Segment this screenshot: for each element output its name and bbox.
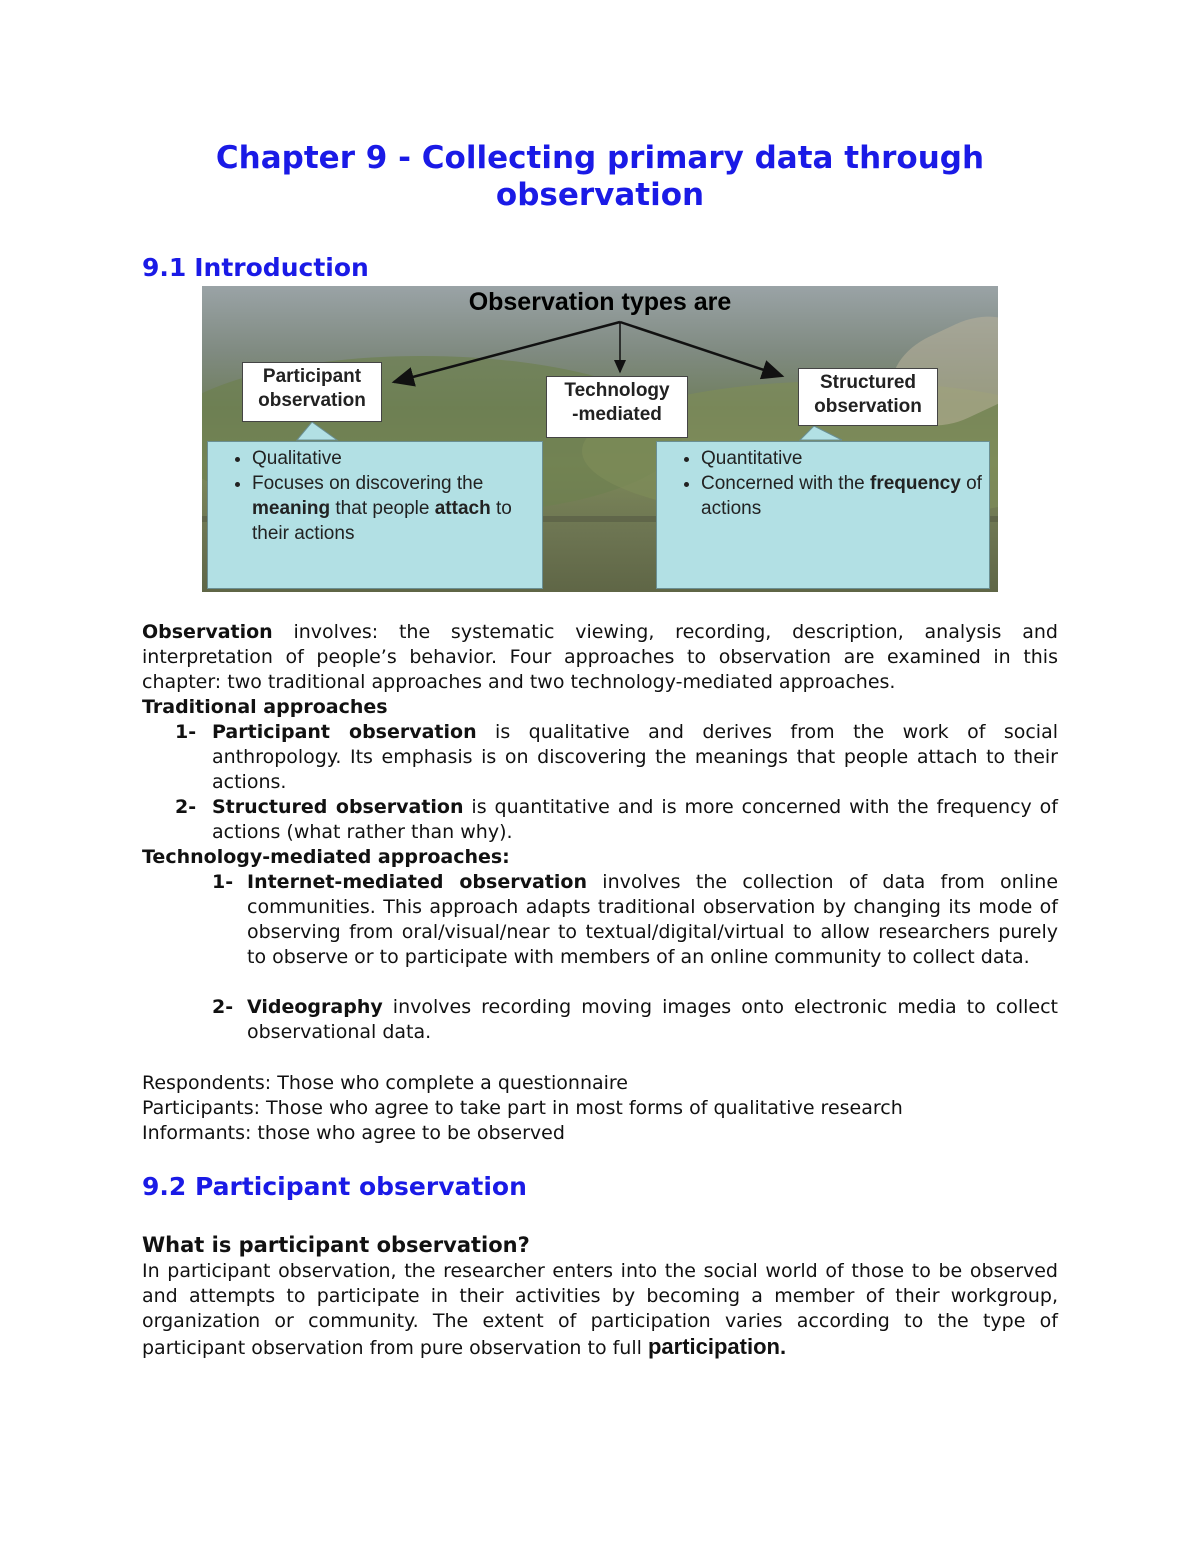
- structured-callout: [656, 441, 990, 589]
- traditional-approaches-heading: Traditional approaches: [142, 696, 388, 718]
- bullet-bold-text: frequency: [870, 473, 961, 494]
- list-term: Videography: [247, 996, 383, 1018]
- definition-participants: Participants: Those who agree to take part in most forms of qualitative research: [142, 1097, 903, 1119]
- technology-mediated-box: [546, 376, 688, 438]
- observation-types-diagram: [202, 286, 998, 592]
- chapter-title: [0, 140, 1200, 214]
- callout-bullet: [701, 446, 983, 471]
- bullet-text: Quantitative: [701, 448, 803, 469]
- bullet-text: Concerned with the: [701, 473, 870, 494]
- definition-respondents: Respondents: Those who complete a questionnaire: [142, 1072, 628, 1094]
- bullet-text: Focuses on discovering the: [252, 473, 484, 494]
- box-label-line: Participant: [262, 366, 362, 387]
- chapter-title-line2: observation: [495, 177, 705, 213]
- diagram-title: Observation types are: [468, 288, 732, 316]
- list-term: Internet-mediated observation: [247, 871, 587, 893]
- callout-bullet: [252, 446, 536, 471]
- callout-pointer-left: [297, 422, 337, 440]
- arrow-to-participant: [394, 322, 620, 382]
- participant-observation-box: [242, 362, 382, 422]
- definition-informants: Informants: those who agree to be observed: [142, 1122, 565, 1144]
- bullet-text: Qualitative: [252, 448, 342, 469]
- section-title: Introduction: [194, 253, 369, 282]
- bullet-text: that people: [330, 498, 435, 519]
- section-number: 9.1: [142, 253, 187, 282]
- participant-observation-paragraph: [142, 1259, 1058, 1361]
- section-heading-participant-observation: 9.2 Participant observation: [142, 1172, 527, 1201]
- definitions-block: [142, 1071, 1058, 1146]
- bullet-text: to their actions: [252, 498, 512, 544]
- bullet-text: of actions: [701, 473, 982, 519]
- section-heading-introduction: [142, 253, 369, 283]
- list-desc: involves recording moving images onto electronic media to collect observational data.: [247, 996, 1058, 1043]
- list-number: 1-: [175, 721, 197, 743]
- callout-bullet: [252, 471, 536, 546]
- participant-callout: [207, 441, 543, 589]
- list-number: 2-: [212, 996, 234, 1018]
- observation-paragraph: [142, 620, 1058, 695]
- chapter-title-line1: Chapter 9 - Collecting primary data through: [215, 140, 985, 176]
- box-label-line: -mediated: [572, 404, 662, 425]
- technology-mediated-heading: Technology-mediated approaches:: [142, 846, 510, 868]
- box-label-line: Structured: [819, 372, 917, 393]
- arrow-to-structured: [620, 322, 782, 376]
- paragraph-text: involves: the systematic viewing, recording, description, analysis and interpretation of people’s behavior. Four approaches to observation are examined in this chapter: two traditional approaches and two technology-mediated approaches.: [142, 621, 1058, 693]
- paragraph-text: In participant observation, the researcher enters into the social world of those to be observed and attempts to participate in their activities by becoming a member of their workgroup, organization or community. The extent of participation varies according to the type of participant observation from pure observation to full: [142, 1260, 1058, 1359]
- list-text: [212, 720, 1058, 795]
- bullet-bold-text: meaning: [252, 498, 331, 519]
- list-text: [247, 870, 1058, 970]
- what-is-heading: What is participant observation?: [142, 1233, 530, 1257]
- bullet-bold-text: attach: [434, 498, 491, 519]
- paragraph-last-word: participation.: [647, 1334, 787, 1359]
- term-observation: Observation: [142, 621, 273, 643]
- list-term: Participant observation: [212, 721, 477, 743]
- structured-observation-box: [798, 368, 938, 426]
- box-label-line: observation: [258, 390, 366, 411]
- box-label-line: observation: [814, 396, 922, 417]
- list-text: [247, 995, 1058, 1045]
- list-number: 2-: [175, 796, 197, 818]
- list-term: Structured observation: [212, 796, 464, 818]
- box-label-line: Technology: [564, 380, 670, 401]
- callout-bullet: [701, 471, 983, 521]
- list-desc: involves the collection of data from online communities. This approach adapts traditional observation by changing its mode of observing from oral/visual/near to textual/digital/virtual to allow researchers purely to observe or to participate with members of an online community to collect data.: [247, 871, 1059, 968]
- list-text: [212, 795, 1058, 845]
- list-number: 1-: [212, 871, 234, 893]
- list-desc: is quantitative and is more concerned with the frequency of actions (what rather than why).: [212, 796, 1058, 843]
- callout-pointer-right: [800, 426, 842, 440]
- list-desc: is qualitative and derives from the work of social anthropology. Its emphasis is on discovering the meanings that people attach to their actions.: [212, 721, 1058, 793]
